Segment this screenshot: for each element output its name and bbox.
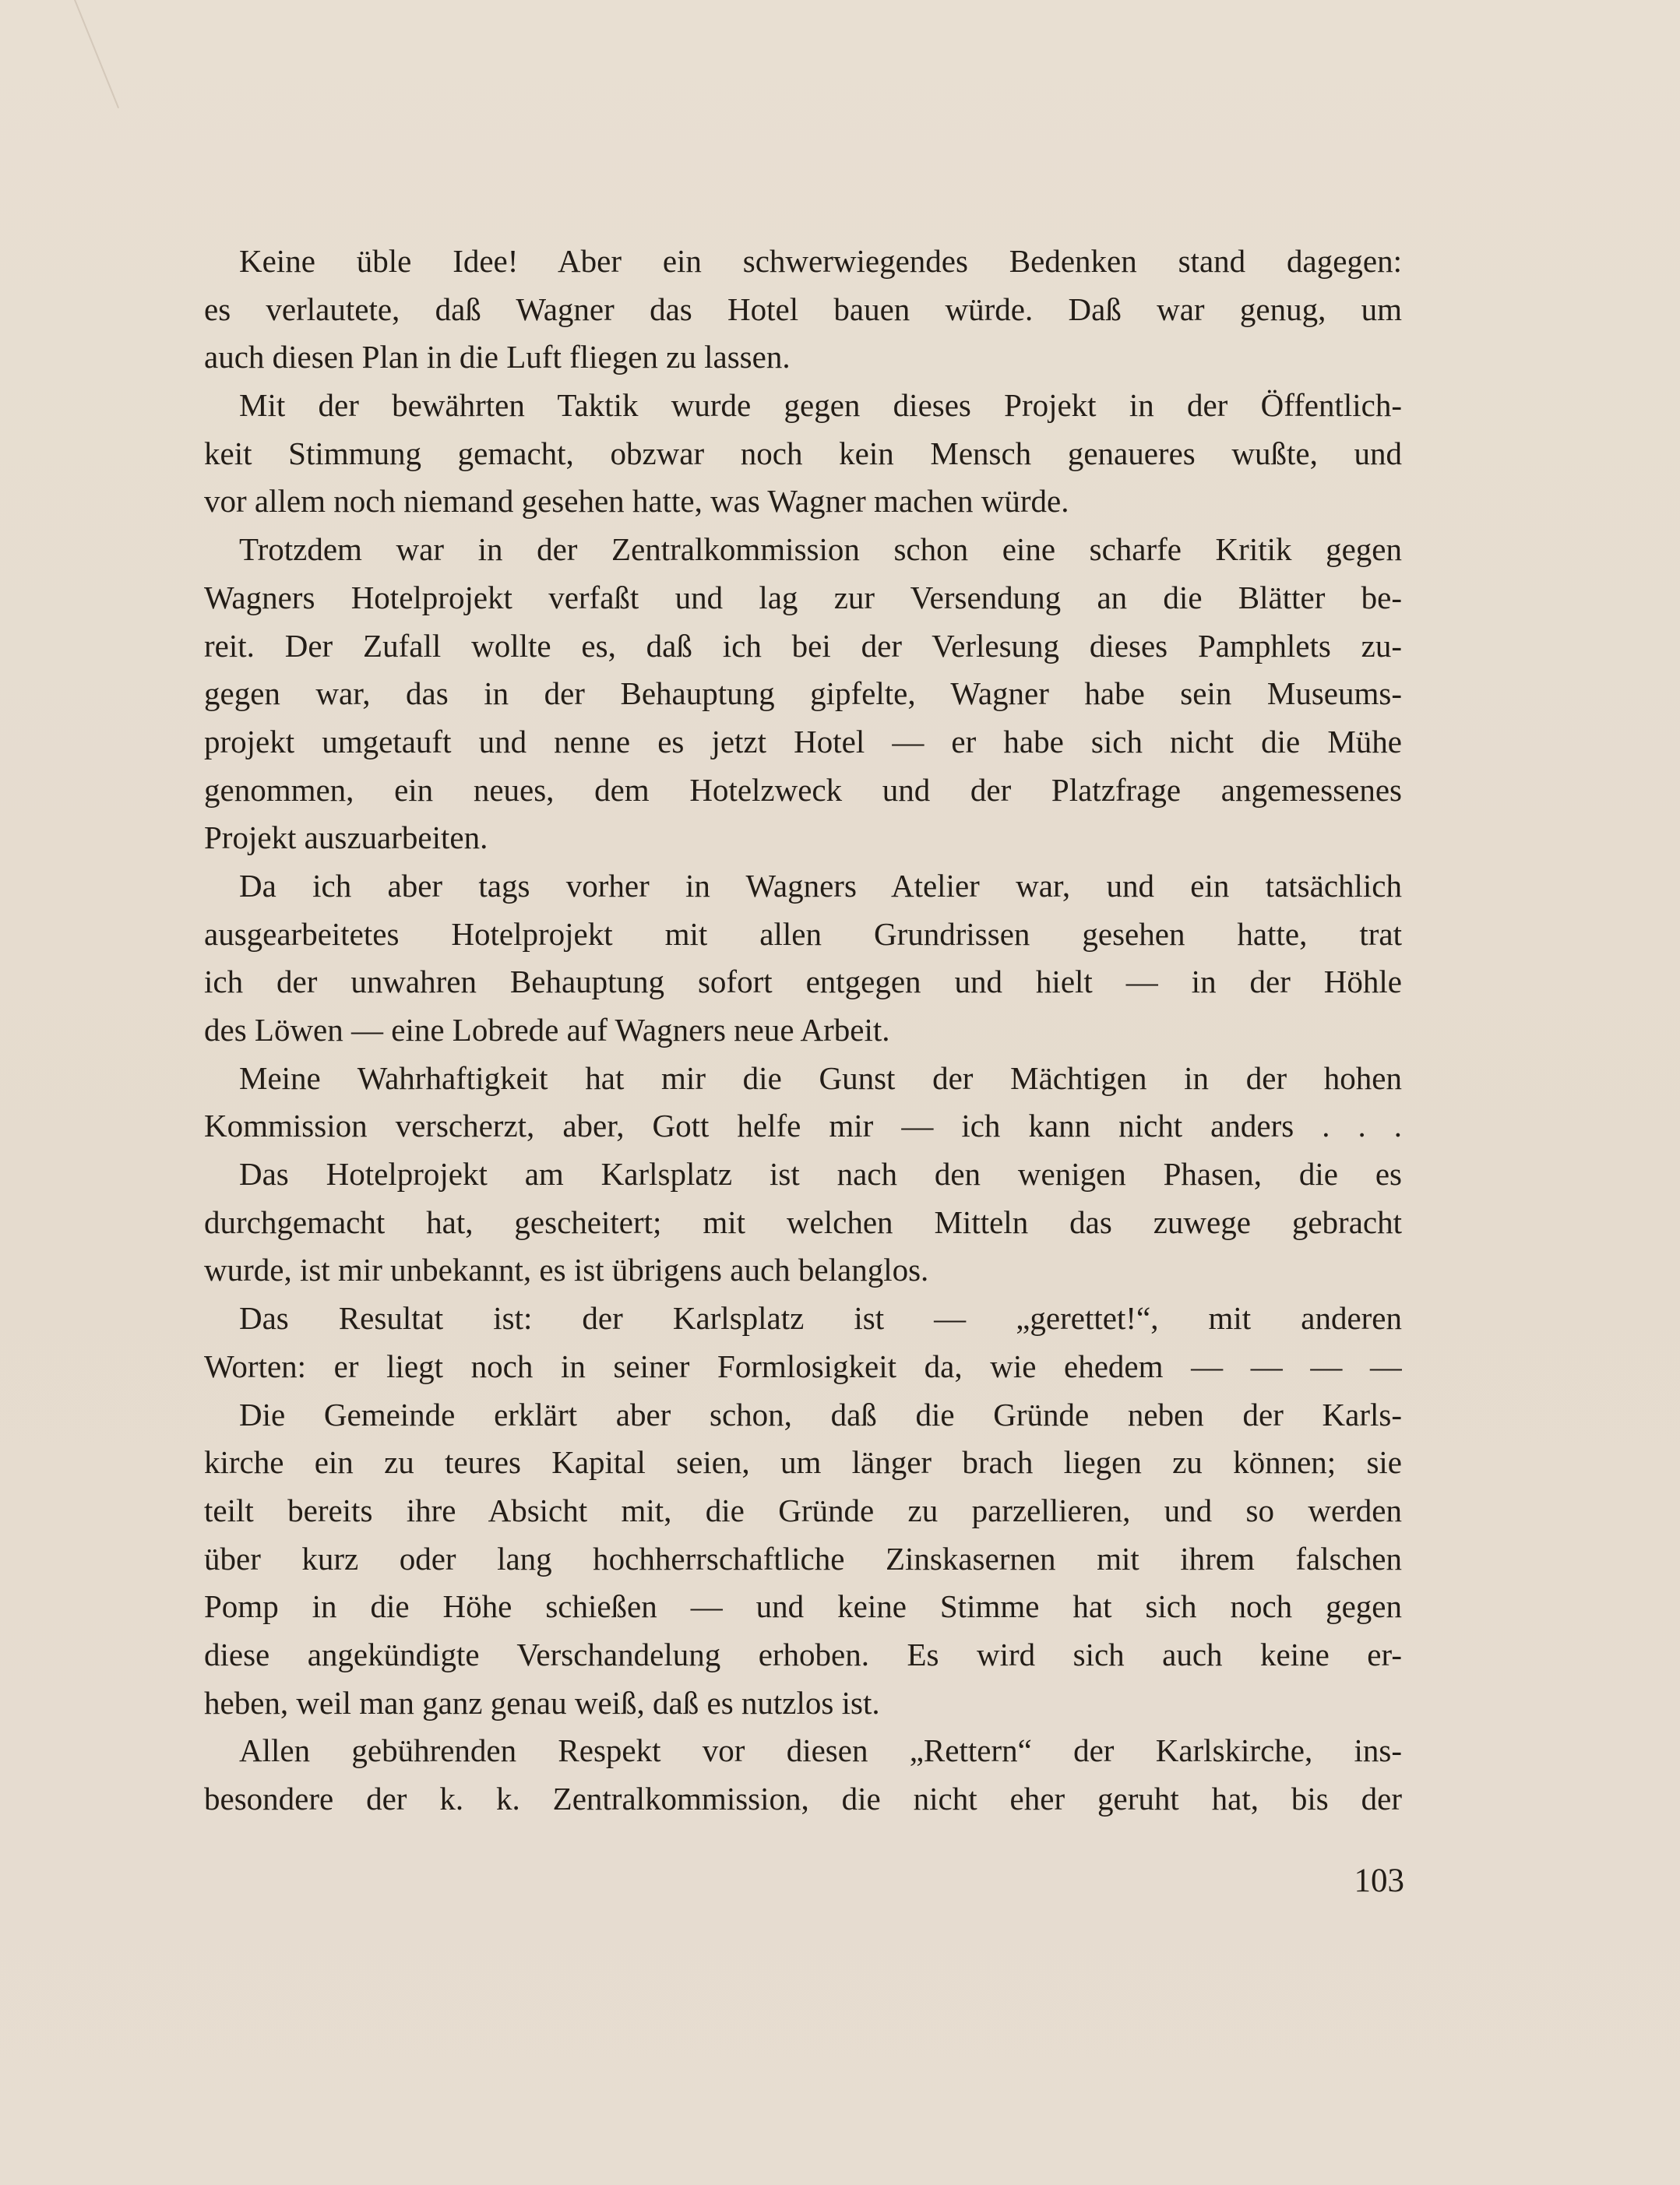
text-line: Das Hotelprojekt am Karlsplatz ist nach den wenigen Phasen, die es bbox=[239, 1156, 1402, 1193]
text-line: Da ich aber tags vorher in Wagners Atelier war, und ein tatsächlich bbox=[239, 867, 1402, 904]
text-line: ausgearbeitetes Hotelprojekt mit allen Grundrissen gesehen hatte, trat bbox=[204, 915, 1402, 952]
text-line: Meine Wahrhaftigkeit hat mir die Gunst der Mächtigen in der hohen bbox=[239, 1059, 1402, 1096]
text-line: über kurz oder lang hochherrschaftliche Zinskasernen mit ihrem falschen bbox=[204, 1540, 1402, 1577]
text-line: kirche ein zu teures Kapital seien, um länger brach liegen zu können; sie bbox=[204, 1444, 1402, 1481]
text-line: Keine üble Idee! Aber ein schwerwiegendes Bedenken stand dagegen: bbox=[239, 243, 1402, 279]
text-line: diese angekündigte Verschandelung erhoben. Es wird sich auch keine er- bbox=[204, 1636, 1402, 1672]
text-line: genommen, ein neues, dem Hotelzweck und der Platzfrage angemessenes bbox=[204, 771, 1402, 808]
body-text bbox=[204, 238, 1402, 1824]
text-line: Trotzdem war in der Zentralkommission schon eine scharfe Kritik gegen bbox=[239, 531, 1402, 568]
text-line: auch diesen Plan in die Luft fliegen zu lassen. bbox=[204, 339, 791, 375]
text-line: ich der unwahren Behauptung sofort entgegen und hielt — in der Höhle bbox=[204, 964, 1402, 1000]
text-line: Kommission verscherzt, aber, Gott helfe mir — ich kann nicht anders . . . bbox=[204, 1108, 1402, 1144]
text-line: heben, weil man ganz genau weiß, daß es nutzlos ist. bbox=[204, 1684, 880, 1721]
text-line: keit Stimmung gemacht, obzwar noch kein Mensch genaueres wußte, und bbox=[204, 435, 1402, 471]
text-line: teilt bereits ihre Absicht mit, die Gründe zu parzellieren, und so werden bbox=[204, 1492, 1402, 1528]
text-line: Allen gebührenden Respekt vor diesen „Rettern“ der Karlskirche, ins- bbox=[239, 1732, 1402, 1769]
text-line: durchgemacht hat, gescheitert; mit welchen Mitteln das zuwege gebracht bbox=[204, 1204, 1402, 1240]
text-line: Projekt auszuarbeiten. bbox=[204, 819, 488, 856]
text-line: es verlautete, daß Wagner das Hotel bauen würde. Daß war genug, um bbox=[204, 291, 1402, 327]
text-line: vor allem noch niemand gesehen hatte, was Wagner machen würde. bbox=[204, 483, 1069, 520]
text-line: Die Gemeinde erklärt aber schon, daß die Gründe neben der Karls- bbox=[239, 1396, 1402, 1433]
text-line: gegen war, das in der Behauptung gipfelte, Wagner habe sein Museums- bbox=[204, 675, 1402, 712]
page-number: 103 bbox=[1354, 1863, 1404, 1899]
text-line: besondere der k. k. Zentralkommission, die nicht eher geruht hat, bis der bbox=[204, 1781, 1402, 1817]
text-line: Das Resultat ist: der Karlsplatz ist — „gerettet!“, mit anderen bbox=[239, 1300, 1402, 1337]
text-line: Worten: er liegt noch in seiner Formlosigkeit da, wie ehedem — — — — bbox=[204, 1348, 1402, 1384]
text-line: reit. Der Zufall wollte es, daß ich bei der Verlesung dieses Pamphlets zu- bbox=[204, 627, 1402, 664]
text-line: wurde, ist mir unbekannt, es ist übrigens auch belanglos. bbox=[204, 1252, 929, 1288]
page-crease bbox=[74, 0, 119, 108]
text-line: Pomp in die Höhe schießen — und keine Stimme hat sich noch gegen bbox=[204, 1588, 1402, 1625]
text-line: projekt umgetauft und nenne es jetzt Hotel — er habe sich nicht die Mühe bbox=[204, 723, 1402, 759]
text-line: Mit der bewährten Taktik wurde gegen dieses Projekt in der Öffentlich- bbox=[239, 387, 1402, 424]
text-line: Wagners Hotelprojekt verfaßt und lag zur Versendung an die Blätter be- bbox=[204, 579, 1402, 615]
text-line: des Löwen — eine Lobrede auf Wagners neue Arbeit. bbox=[204, 1012, 890, 1048]
